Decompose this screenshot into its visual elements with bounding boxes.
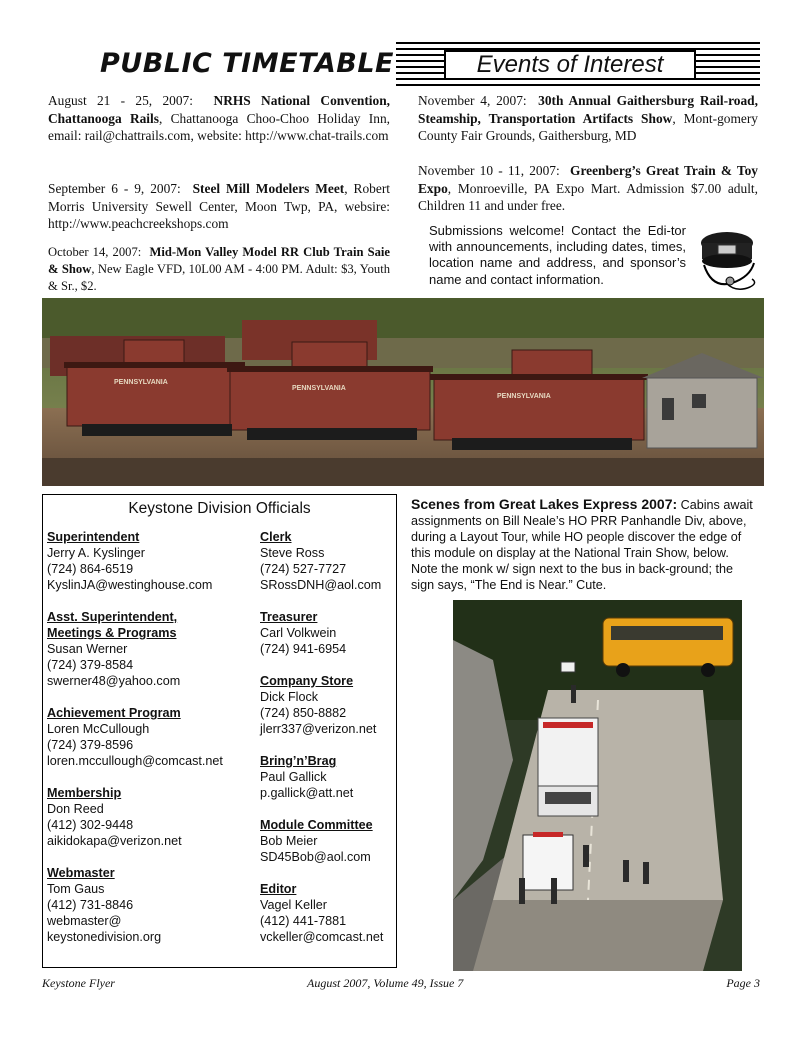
- official-role: Asst. Superintendent,: [47, 610, 178, 624]
- caboose-lettering: PENNSYLVANIA: [114, 379, 168, 386]
- official-contact-line: (412) 302-9448: [47, 818, 134, 832]
- official-contact-line: p.gallick@att.net: [260, 786, 354, 800]
- caption-text: Cabins await assignments on Bill Neale’s HO PRR Panhandle Div, above, during a Layout Tour, while HO people discover the edge of this module on display at the National Train Show, below. Note the monk w/ sign next to the bus in back-ground; the sign says, “The End is Near.” Cute.: [411, 498, 753, 592]
- event-detail: , Robert Morris University Sewell Center, Moon Twp, PA, websire: http://www.peachcreekshops.com: [48, 181, 390, 231]
- submissions-note: Submissions welcome! Contact the Edi-tor with announcements, including dates, times, location name and address, and sponsor’s name and contact information.: [429, 223, 686, 287]
- official-role: Clerk: [260, 530, 292, 544]
- official-contact-line: SRossDNH@aol.com: [260, 578, 382, 592]
- official-contact-line: webmaster@: [47, 914, 122, 928]
- bridge-scene-photo: [453, 600, 742, 971]
- official-contact-line: loren.mccullough@comcast.net: [47, 754, 223, 768]
- official-role: Membership: [47, 786, 122, 800]
- official-role: Achievement Program: [47, 706, 181, 720]
- official-role: Treasurer: [260, 610, 318, 624]
- caboose-lettering: PENNSYLVANIA: [292, 385, 346, 392]
- conductor-hat-icon: [692, 223, 762, 295]
- officials-left-column: [47, 529, 223, 945]
- event-name: Greenberg’s Great Train & Toy Expo: [418, 163, 759, 196]
- event-nrhs: [48, 92, 390, 145]
- official-role: Module Committee: [260, 818, 373, 832]
- event-date: November 10 - 11, 2007:: [418, 163, 560, 178]
- official-role: Editor: [260, 882, 297, 896]
- footer-page-number: Page 3: [726, 976, 760, 990]
- official-contact-line: Dick Flock: [260, 690, 319, 704]
- official-contact-line: (724) 379-8596: [47, 738, 134, 752]
- official-role: Bring’n’Brag: [260, 754, 337, 768]
- footer-issue: August 2007, Volume 49, Issue 7: [307, 976, 464, 990]
- event-mid-mon: [48, 244, 390, 295]
- official-contact-line: Loren McCullough: [47, 722, 150, 736]
- official-contact-line: SD45Bob@aol.com: [260, 850, 371, 864]
- official-contact-line: (724) 864-6519: [47, 562, 134, 576]
- official-role: Company Store: [260, 674, 354, 688]
- official-contact-line: Vagel Keller: [260, 898, 327, 912]
- official-contact-line: swerner48@yahoo.com: [47, 674, 181, 688]
- official-contact-line: Bob Meier: [260, 834, 318, 848]
- official-contact-line: vckeller@comcast.net: [260, 930, 384, 944]
- officials-title: Keystone Division Officials: [128, 500, 311, 517]
- event-date: August 21 - 25, 2007:: [48, 93, 193, 108]
- event-detail: , Monroeville, PA Expo Mart. Admission $7.00 adult, Children 11 and under free.: [418, 180, 758, 213]
- official-contact-line: aikidokapa@verizon.net: [47, 834, 182, 848]
- officials-right-column: [260, 529, 383, 945]
- official-contact-line: jlerr337@verizon.net: [260, 722, 377, 736]
- event-detail: , New Eagle VFD, 10L00 AM - 4:00 PM. Adult: $3, Youth & Sr., $2.: [48, 262, 390, 293]
- official-role: Meetings & Programs: [47, 626, 177, 640]
- official-contact-line: Carl Volkwein: [260, 626, 337, 640]
- official-contact-line: keystonedivision.org: [47, 930, 162, 944]
- events-of-interest-title: Events of Interest: [444, 50, 696, 80]
- official-contact-line: (724) 527-7727: [260, 562, 347, 576]
- event-gaithersburg: [418, 92, 758, 145]
- event-name: 30th Annual Gaithersburg Rail-road, Steamship, Transportation Artifacts Show: [418, 93, 758, 126]
- official-contact-line: (412) 441-7881: [260, 914, 347, 928]
- event-date: October 14, 2007:: [48, 245, 142, 259]
- official-role: Webmaster: [47, 866, 115, 880]
- event-date: September 6 - 9, 2007:: [48, 181, 181, 196]
- official-contact-line: (724) 850-8882: [260, 706, 347, 720]
- official-contact-line: Don Reed: [47, 802, 104, 816]
- event-detail: , Chattanooga Choo-Choo Holiday Inn, email: rail@chattrails.com, website: http://www.chat-trails.com: [48, 110, 390, 143]
- event-name: Mid-Mon Valley Model RR Club Train Saie & Show: [48, 245, 390, 276]
- official-contact-line: Steve Ross: [260, 546, 325, 560]
- official-contact-line: (724) 941-6954: [260, 642, 347, 656]
- officials-box: [42, 494, 397, 968]
- official-role: Superintendent: [47, 530, 140, 544]
- public-timetable-title: PUBLIC TIMETABLE: [100, 48, 394, 79]
- footer-publication: Keystone Flyer: [42, 976, 115, 990]
- event-name: NRHS National Convention, Chattanooga Rails: [48, 93, 391, 126]
- official-contact-line: (412) 731-8846: [47, 898, 134, 912]
- official-contact-line: Susan Werner: [47, 642, 128, 656]
- event-steel-mill: [48, 180, 390, 233]
- official-contact-line: (724) 379-8584: [47, 658, 134, 672]
- event-name: Steel Mill Modelers Meet: [192, 181, 345, 196]
- event-date: November 4, 2007:: [418, 93, 527, 108]
- event-detail: , Mont-gomery County Fair Grounds, Gaithersburg, MD: [418, 110, 758, 143]
- photo-caption: [411, 496, 755, 593]
- event-greenberg: [418, 162, 758, 215]
- official-contact-line: Tom Gaus: [47, 882, 105, 896]
- official-contact-line: Paul Gallick: [260, 770, 327, 784]
- caboose-lettering: PENNSYLVANIA: [497, 393, 551, 400]
- official-contact-line: Jerry A. Kyslinger: [47, 546, 145, 560]
- caption-lead: Scenes from Great Lakes Express 2007:: [411, 496, 678, 512]
- caboose-photo: [42, 298, 764, 486]
- events-banner: [396, 42, 760, 88]
- official-contact-line: KyslinJA@westinghouse.com: [47, 578, 213, 592]
